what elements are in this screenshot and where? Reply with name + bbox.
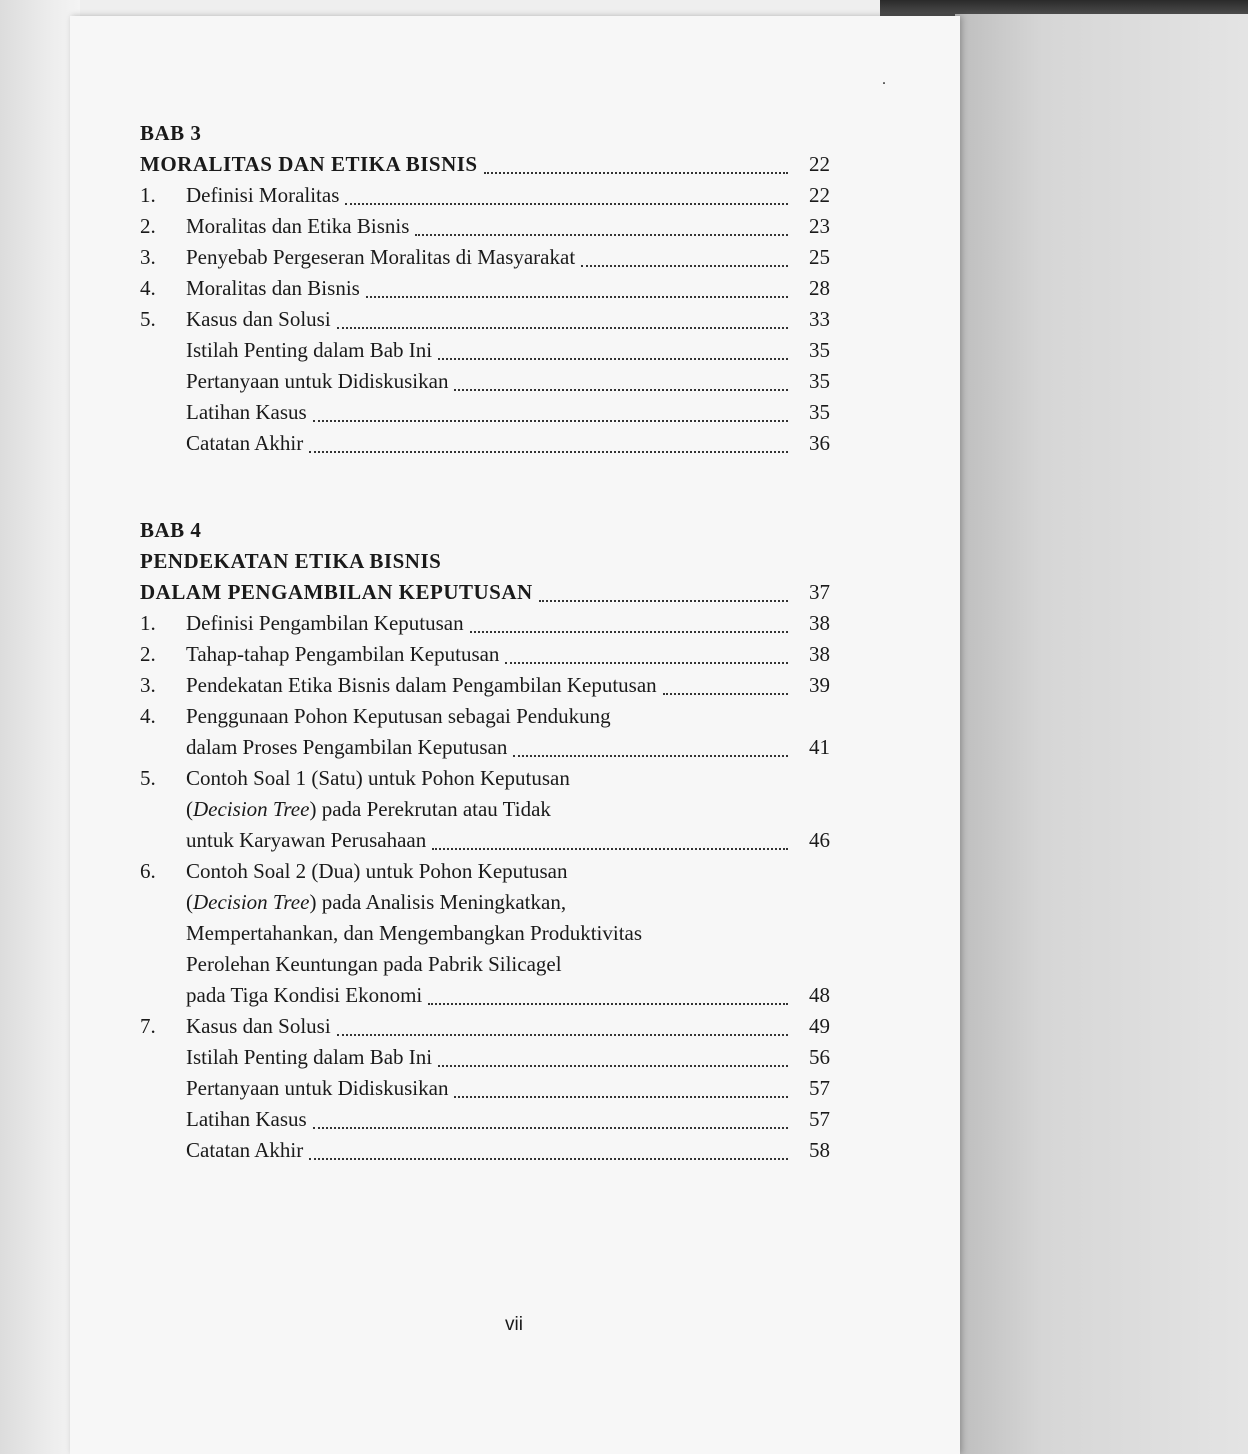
item-text: dalam Proses Pengambilan Keputusan bbox=[186, 735, 508, 759]
toc-item-4-line2 bbox=[140, 732, 830, 763]
leader-dots bbox=[438, 357, 788, 360]
page-mark: . bbox=[882, 71, 886, 88]
item-page: 22 bbox=[809, 183, 830, 207]
extra-page: 58 bbox=[809, 1138, 830, 1162]
item-page: 49 bbox=[809, 1014, 830, 1038]
leader-dots bbox=[438, 1064, 788, 1067]
bab3-title-row bbox=[140, 149, 830, 180]
bab4-title-line1: PENDEKATAN ETIKA BISNIS bbox=[140, 549, 442, 573]
item-text-rest: ) pada Analisis Meningkatkan, bbox=[309, 890, 567, 914]
item-text-rest: ) pada Perekrutan atau Tidak bbox=[309, 797, 551, 821]
item-text: Contoh Soal 2 (Dua) untuk Pohon Keputusan bbox=[186, 859, 568, 883]
leader-dots bbox=[309, 450, 788, 453]
extra-text: Catatan Akhir bbox=[186, 431, 304, 455]
item-number: 4. bbox=[140, 704, 156, 728]
leader-dots bbox=[345, 202, 788, 205]
toc-item-6-line1 bbox=[140, 856, 830, 887]
toc-item-6-line4 bbox=[140, 949, 830, 980]
toc-extra bbox=[140, 1073, 830, 1104]
item-number: 1. bbox=[140, 611, 156, 635]
leader-dots bbox=[454, 388, 788, 391]
toc-item bbox=[140, 211, 830, 242]
item-page: 38 bbox=[809, 642, 830, 666]
leader-dots bbox=[309, 1157, 788, 1160]
toc-extra bbox=[140, 397, 830, 428]
extra-page: 36 bbox=[809, 431, 830, 455]
item-text: Moralitas dan Etika Bisnis bbox=[186, 214, 410, 238]
extra-page: 57 bbox=[809, 1076, 830, 1100]
item-page: 25 bbox=[809, 245, 830, 269]
bab3-title-page: 22 bbox=[809, 152, 830, 176]
toc-extra bbox=[140, 335, 830, 366]
page-number: vii bbox=[505, 1314, 523, 1335]
toc-item-6-line3 bbox=[140, 918, 830, 949]
item-number: 3. bbox=[140, 245, 156, 269]
item-text: Penyebab Pergeseran Moralitas di Masyarakat bbox=[186, 245, 576, 269]
item-text: Definisi Moralitas bbox=[186, 183, 340, 207]
toc-item-5-line2 bbox=[140, 794, 830, 825]
item-number: 3. bbox=[140, 673, 156, 697]
item-text: Definisi Pengambilan Keputusan bbox=[186, 611, 464, 635]
toc-item bbox=[140, 608, 830, 639]
bab4-title-line2: DALAM PENGAMBILAN KEPUTUSAN bbox=[140, 580, 533, 604]
leader-dots bbox=[313, 419, 788, 422]
item-text: Tahap-tahap Pengambilan Keputusan bbox=[186, 642, 500, 666]
facing-page-shadow bbox=[955, 14, 1248, 1454]
extra-page: 35 bbox=[809, 400, 830, 424]
italic-term: Decision Tree bbox=[193, 797, 310, 821]
bab4-title-page: 37 bbox=[809, 580, 830, 604]
toc-extra bbox=[140, 1135, 830, 1166]
leader-dots bbox=[415, 233, 788, 236]
item-page: 38 bbox=[809, 611, 830, 635]
extra-text: Latihan Kasus bbox=[186, 400, 307, 424]
leader-dots bbox=[470, 630, 788, 633]
table-of-contents bbox=[140, 118, 830, 1166]
leader-dots bbox=[513, 754, 788, 757]
extra-page: 35 bbox=[809, 338, 830, 362]
toc-item bbox=[140, 304, 830, 335]
bab3-label: BAB 3 bbox=[140, 121, 202, 145]
item-number: 5. bbox=[140, 766, 156, 790]
toc-extra bbox=[140, 366, 830, 397]
toc-extra bbox=[140, 1042, 830, 1073]
extra-text: Istilah Penting dalam Bab Ini bbox=[186, 338, 433, 362]
leader-dots bbox=[505, 661, 788, 664]
item-text: Pendekatan Etika Bisnis dalam Pengambilan Keputusan bbox=[186, 673, 657, 697]
leader-dots bbox=[337, 1033, 788, 1036]
bab4-title-row bbox=[140, 577, 830, 608]
toc-item-5-line3 bbox=[140, 825, 830, 856]
toc-item-6-line5 bbox=[140, 980, 830, 1011]
item-text: (Decision Tree) pada Analisis Meningkatkan, bbox=[186, 890, 567, 914]
toc-item-5-line1 bbox=[140, 763, 830, 794]
extra-page: 35 bbox=[809, 369, 830, 393]
item-text: pada Tiga Kondisi Ekonomi bbox=[186, 983, 423, 1007]
toc-item bbox=[140, 670, 830, 701]
extra-text: Catatan Akhir bbox=[186, 1138, 304, 1162]
item-text: Penggunaan Pohon Keputusan sebagai Pendukung bbox=[186, 704, 611, 728]
extra-text: Pertanyaan untuk Didiskusikan bbox=[186, 1076, 449, 1100]
item-text: Contoh Soal 1 (Satu) untuk Pohon Keputusan bbox=[186, 766, 570, 790]
leader-dots bbox=[428, 1002, 788, 1005]
item-number: 2. bbox=[140, 642, 156, 666]
item-text: untuk Karyawan Perusahaan bbox=[186, 828, 427, 852]
toc-extra bbox=[140, 428, 830, 459]
extra-page: 56 bbox=[809, 1045, 830, 1069]
bab4-label: BAB 4 bbox=[140, 518, 202, 542]
item-number: 7. bbox=[140, 1014, 156, 1038]
toc-item bbox=[140, 273, 830, 304]
toc-item-4-line1 bbox=[140, 701, 830, 732]
item-page: 33 bbox=[809, 307, 830, 331]
item-page: 39 bbox=[809, 673, 830, 697]
item-text: (Decision Tree) pada Perekrutan atau Tidak bbox=[186, 797, 551, 821]
extra-text: Latihan Kasus bbox=[186, 1107, 307, 1131]
leader-dots bbox=[663, 692, 788, 695]
item-number: 1. bbox=[140, 183, 156, 207]
item-number: 5. bbox=[140, 307, 156, 331]
bab3-title: MORALITAS DAN ETIKA BISNIS bbox=[140, 152, 478, 176]
leader-dots bbox=[454, 1095, 788, 1098]
leader-dots bbox=[366, 295, 788, 298]
extra-text: Istilah Penting dalam Bab Ini bbox=[186, 1045, 433, 1069]
item-text: Perolehan Keuntungan pada Pabrik Silicagel bbox=[186, 952, 562, 976]
toc-item bbox=[140, 1011, 830, 1042]
item-page: 23 bbox=[809, 214, 830, 238]
item-text: Kasus dan Solusi bbox=[186, 1014, 331, 1038]
toc-item-6-line2 bbox=[140, 887, 830, 918]
item-text: Moralitas dan Bisnis bbox=[186, 276, 360, 300]
toc-extra bbox=[140, 1104, 830, 1135]
leader-dots bbox=[581, 264, 788, 267]
extra-text: Pertanyaan untuk Didiskusikan bbox=[186, 369, 449, 393]
leader-dots bbox=[313, 1126, 788, 1129]
leader-dots bbox=[484, 171, 788, 174]
item-number: 6. bbox=[140, 859, 156, 883]
italic-term: Decision Tree bbox=[193, 890, 310, 914]
item-page: 41 bbox=[809, 735, 830, 759]
item-text: Kasus dan Solusi bbox=[186, 307, 331, 331]
book-spine-shadow bbox=[0, 0, 80, 1454]
leader-dots bbox=[432, 847, 788, 850]
leader-dots bbox=[337, 326, 788, 329]
item-text: Mempertahankan, dan Mengembangkan Produktivitas bbox=[186, 921, 643, 945]
toc-item bbox=[140, 180, 830, 211]
leader-dots bbox=[539, 599, 788, 602]
item-number: 4. bbox=[140, 276, 156, 300]
toc-item bbox=[140, 639, 830, 670]
item-page: 28 bbox=[809, 276, 830, 300]
item-page: 48 bbox=[809, 983, 830, 1007]
extra-page: 57 bbox=[809, 1107, 830, 1131]
toc-item bbox=[140, 242, 830, 273]
item-number: 2. bbox=[140, 214, 156, 238]
item-page: 46 bbox=[809, 828, 830, 852]
